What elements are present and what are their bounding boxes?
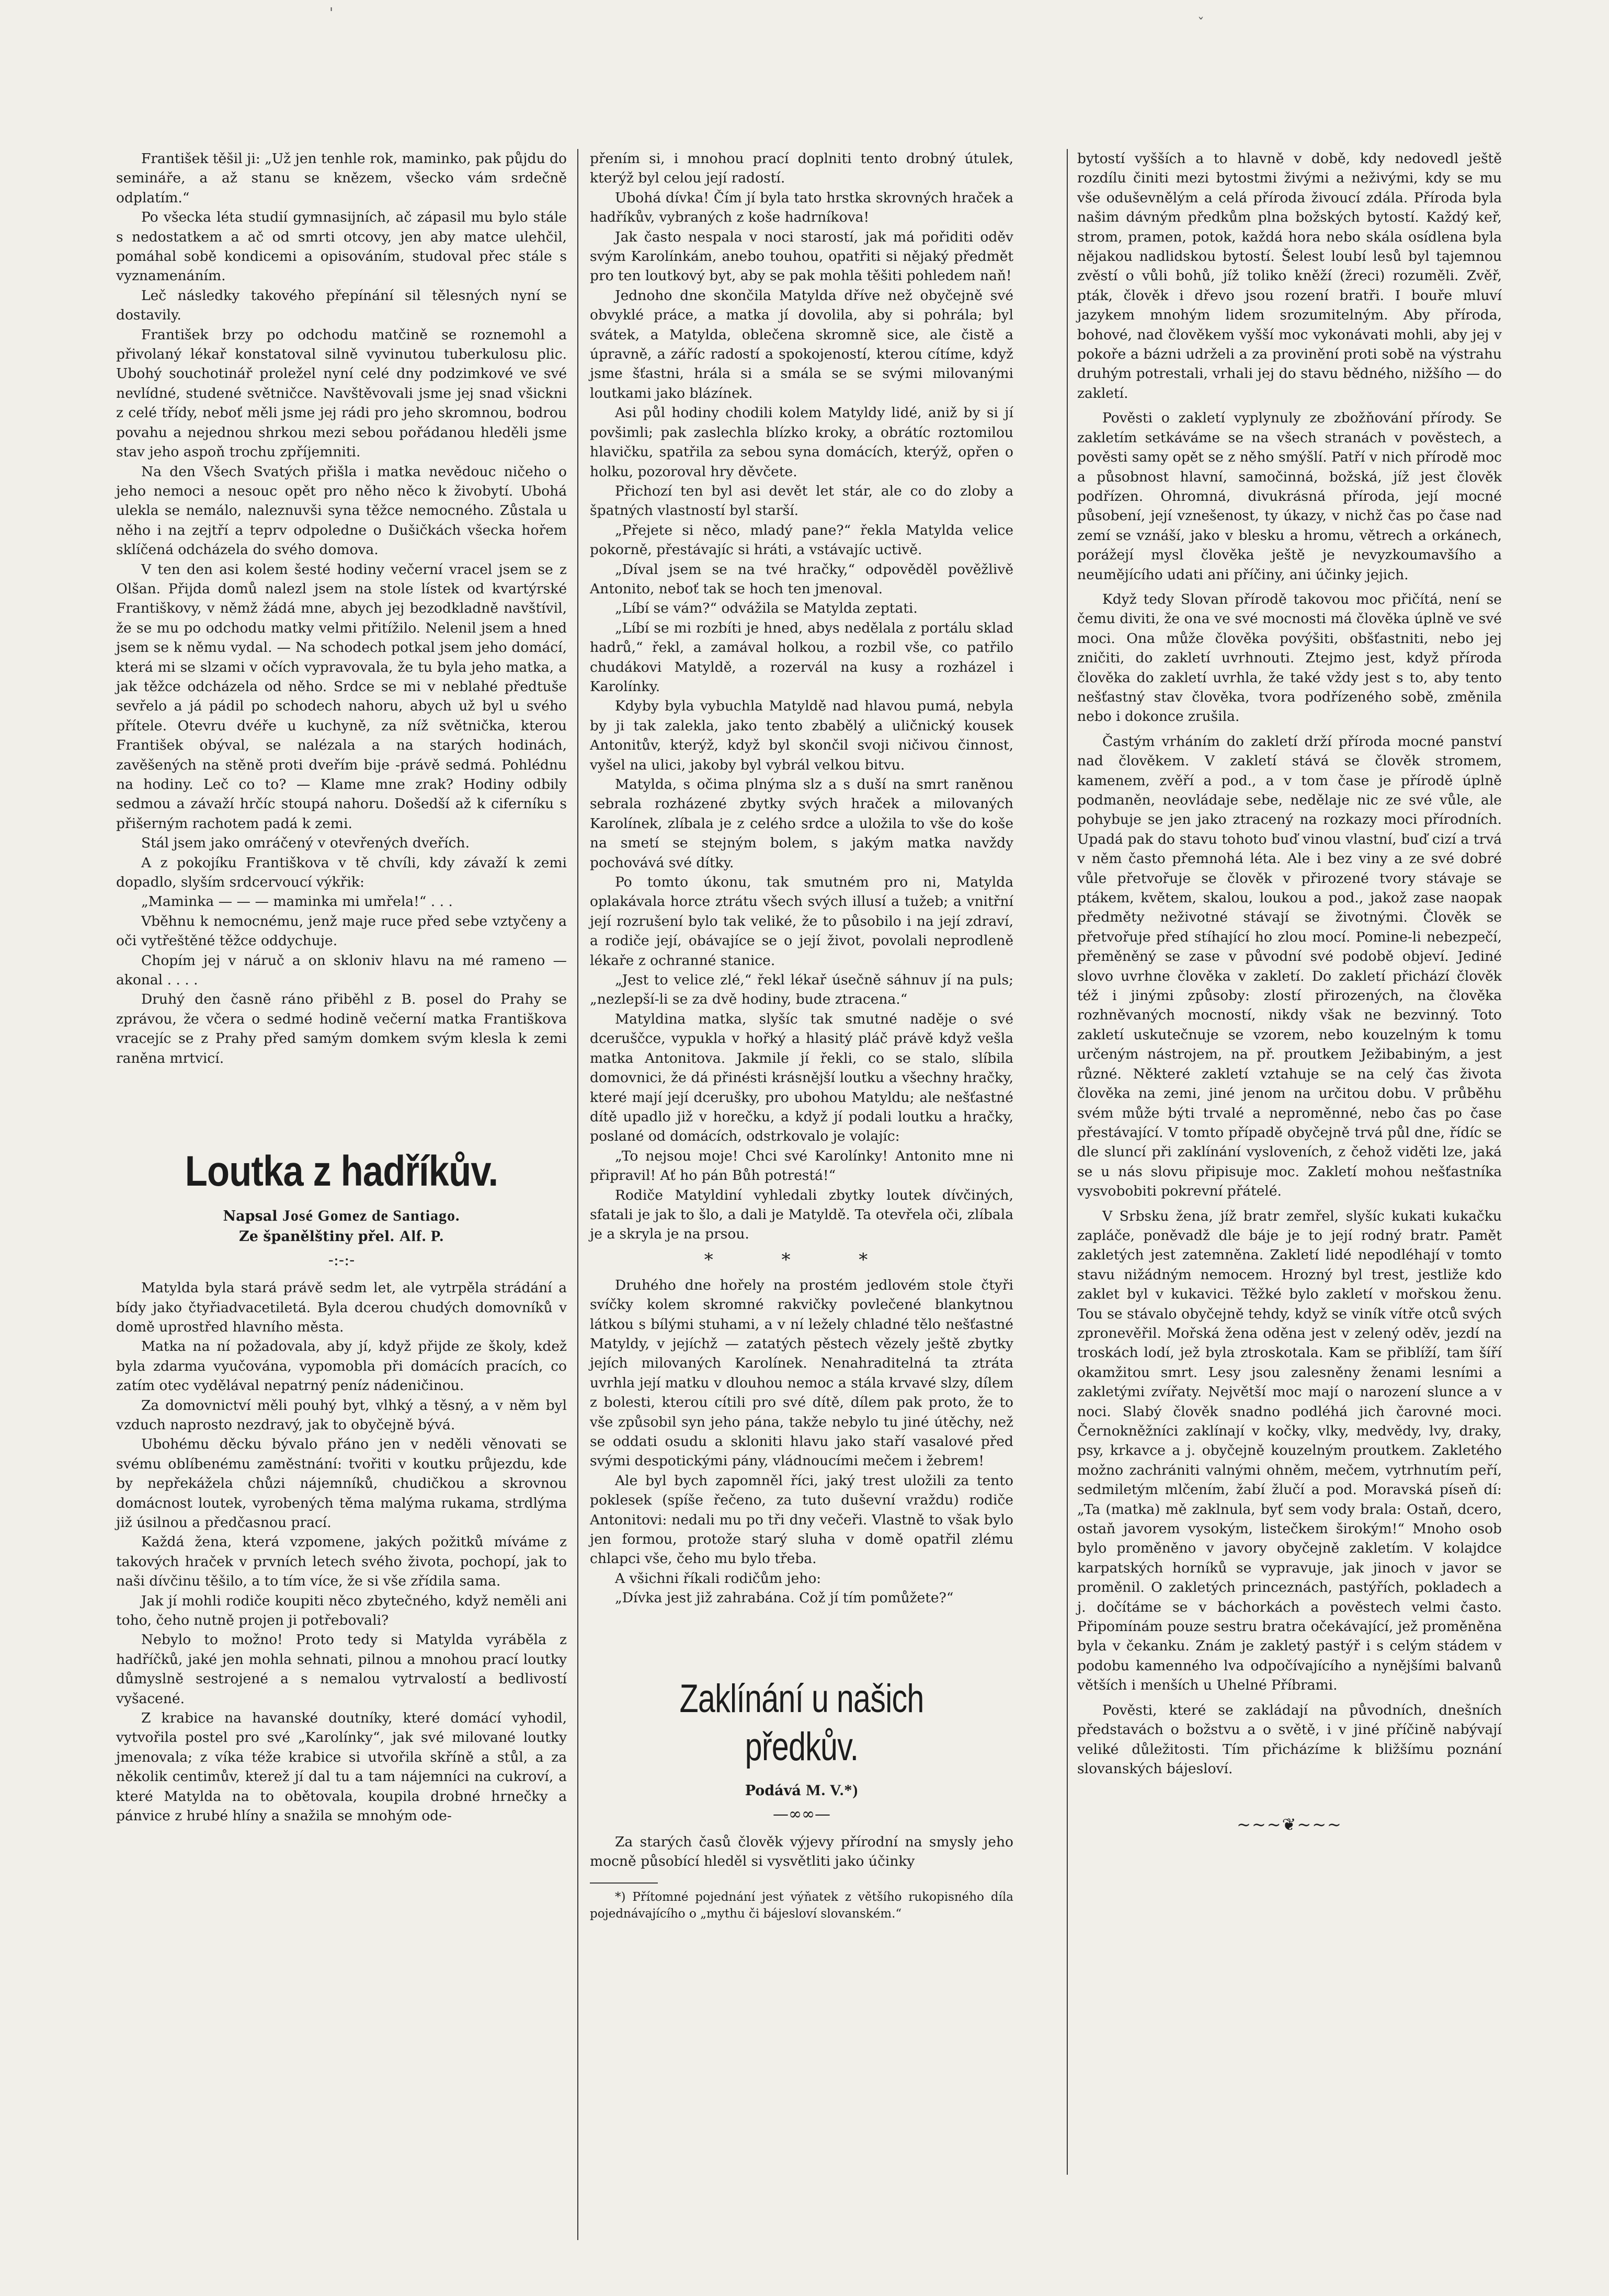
column-divider [577, 149, 578, 2240]
scan-mark: ' [329, 5, 334, 21]
paragraph: bytostí vyšších a to hlavně v době, kdy nedovedl ještě rozdílu činiti mezi bytostmi živými a neživými, kdy se mu vše oduševnělým a celá příroda živoucí zdála. Příroda byla našim dávným předkům plna božských bytostí. Každý keř, strom, pramen, potok, každá hora nebo skála osídlena byla nějakou nadlidskou bytostí. Šelest loubí lesů byl tajemnou zvěstí o vůli bohů, jíž toliko kněží (žreci) rozuměli. Zvěř, pták, člověk i dřevo jsou rození bratři. I bouře mluví jazykem mnohým lidem srozumitelným. Aby příroda, bohové, nad člověkem vyšší moc vykonávati mohli, aby jej v pokoře a bázni udrželi a za provinění proti sobě na výstrahu druhým potrestali, vrhali jej do stavu bědného, nižšího — do zakletí. [1077, 151, 1502, 401]
paragraph: Každá žena, která vzpomene, jakých požitků míváme z takových hraček v prvních letech svého života, pochopí, jak to naši dívčinu těšilo, a to tím více, že si vše zřídila sama. [116, 1534, 567, 1590]
byline-author: José Gomez de Santiago. [282, 1207, 460, 1225]
ornament-divider: -:-:- [328, 1251, 355, 1270]
paragraph: Kdyby byla vybuchla Matyldě nad hlavou pumá, nebyla by ji tak zalekla, jako tento zbabělý a uličnický kousek Antonitův, kterýž, když byl skončil svoji ničivou činnost, vyšel na ulici, jakoby byl vybrál velkou bitvu. [590, 698, 1013, 773]
paragraph: Matylda, s očima plnýma slz a s duší na smrt raněnou sebrala rozházené zbytky svých hraček a milovaných Karolínek, zlíbala je z celého srdce a uložila to vše do koše na smetí se stejným bolem, s jakým matka navždy pochovává své dítky. [590, 776, 1013, 871]
column-2 [590, 149, 1013, 1922]
paragraph: Leč následky takového přepínání sil tělesných nyní se dostavily. [116, 287, 567, 324]
story-title: Loutka z hadříkův. [185, 1147, 498, 1196]
paragraph: Matyldina matka, slyšíc tak smutné naděje o své dceruščce, vypukla v hořký a hlasitý pláč právě když vešla matka Antonitova. Jakmile jí řekli, co se stalo, slíbila domovnici, že dá přinésti krásnější loutku a všechny hračky, které mají její dcerušky, pro ubohou Matyldu; ale nešťastné dítě upadlo již v horečku, a když jí podali loutku a hračky, poslané od domácích, odstrkovalo je volajíc: [590, 1011, 1013, 1145]
paragraph: Pověsti o zakletí vyplynuly ze zbožňování přírody. Se zakletím setkáváme se na všech stranách v pověstech, a pověsti samy opět se z něho smýšlí. Patří v nich přírodě moc a působnost hlavní, samočinná, božská, jíž jest člověk podřízen. Ohromná, divukrásná příroda, její mocné působení, její vznešenost, ty úkazy, v nichž čas po čase nad zemí se vznáší, jako v blesku a hromu, větrech a orkánech, porážejí mysl člověka ještě je nevyzkoumavšího a neumějícího udati ani příčiny, ani účinky jejich. [1077, 410, 1502, 583]
paragraph: „To nejsou moje! Chci své Karolínky! Antonito mne ni připravil! Ať ho pán Bůh potrestá!“ [590, 1147, 1013, 1184]
paragraph: Po tomto úkonu, tak smutném pro ni, Matylda oplakávala horce ztrátu všech svých illusí a tužeb; a vnitřní její rozrušení bylo tak veliké, že to působilo i na její zdraví, a rodiče její, obávajíce se o její život, povolali neprodleně lékaře z ochranné stanice. [590, 874, 1013, 969]
scan-mark: ˇ [1197, 16, 1204, 31]
column-3 [1077, 149, 1502, 1835]
paragraph: Druhý den časně ráno přiběhl z B. posel do Prahy se zprávou, že včera o sedmé hodině večerní matka Františkova vracejíc se z Prahy před samým domkem svým klesla k zemi raněna mrtvicí. [116, 991, 567, 1066]
paragraph: A všichni říkali rodičům jeho: [615, 1570, 821, 1587]
paragraph: Jak často nespala v noci starostí, jak má pořiditi oděv svým Karolínkám, anebo touhou, opatřiti si nějaký předmět pro ten loutkový byt, aby se pak mohla těšiti pohledem naň! [590, 228, 1013, 284]
paragraph: Když tedy Slovan přírodě takovou moc přičítá, není se čemu diviti, že ona ve své mocnosti má člověka úplně ve své moci. Ona může člověka povýšiti, obšťastniti, nebo jej zničiti, do zakletí uvrhnouti. Ztejmo jest, když příroda člověka do zakletí uvrhla, že také vždy jest s to, aby tento nešťastný stav člověka, tvora podřízeného sobě, změnila nebo i dokonce zrušila. [1077, 591, 1502, 725]
paragraph: Pověsti, které se zakládají na původních, dnešních představách o božstvu a o světě, i v jiné příčině nabývají veliké důležitosti. Tím přicházíme k bližšímu poznání slovanských bájesloví. [1077, 1702, 1502, 1777]
paragraph: A z pokojíku Františkova v tě chvíli, kdy závaží k zemi dopadlo, slyším srdcervoucí výkřik: [116, 854, 567, 891]
byline-author: M. V.*) [806, 1781, 859, 1799]
paragraph: Po všecka léta studií gymnasijních, ač zápasil mu bylo stále s nedostatkem a ač od smrti otcovy, jen aby matce ulehčil, pomáhal sobě kondicemi a opisováním, studoval přec stále s vyznamenáním. [116, 209, 567, 284]
paragraph: V ten den asi kolem šesté hodiny večerní vracel jsem se z Olšan. Přijda domů nalezl jsem na stole lístek od kvartýrské Františkovy, v němž žádá mne, abych jej bezodkladně navštívil, že se mu po odchodu matky velmi přitížilo. Nelenil jsem a hned jsem se k němu vydal. — Na schodech potkal jsem jeho domácí, která mi se slzami v očích vypravovala, že tu byla jeho matka, a jak těžce odcházela od něho. Srdce se mi v neblahé předtuše sevřelo a já pádil po schodech nahoru, abych už byl u svého přítele. Otevru dvéře u kuchyně, za níž světnička, kterou František obýval, se nalézala a na starých hodinách, zavěšených na stěně proti dveřím bije -právě sedmá. Pohlédnu na hodiny. Leč co to? — Klame mne zrak? Hodiny odbily sedmou a závaží hrčíc stoupá nahoru. Došedší až k ciferníku s přišerným rachotem padá k zemi. [116, 561, 567, 832]
ornament-divider: —∞∞— [773, 1805, 830, 1823]
translator-name: Alf. P. [399, 1227, 444, 1245]
paragraph: „Díval jsem se na tvé hračky,“ odpověděl pověžlivě Antonito, neboť tak se hoch ten jmenoval. [590, 561, 1013, 597]
paragraph: Rodiče Matyldiní vyhledali zbytky loutek dívčiných, sfatali je jak to šlo, a dali je Matyldě. Ta otevřela oči, zlíbala je a skryla je na prsou. [590, 1187, 1013, 1243]
paragraph: „Maminka — — — maminka mi umřela!“ . . . [141, 893, 453, 910]
paragraph: Stál jsem jako omráčený v otevřených dveřích. [141, 835, 470, 852]
paragraph: Přichozí ten byl asi devět let stár, ale co do zloby a špatných vlastností byl starší. [590, 483, 1013, 519]
paragraph: Za starých časů člověk výjevy přírodní na smysly jeho mocně působící hleděl si vysvětliti jako účinky [590, 1833, 1013, 1870]
paragraph: Vběhnu k nemocnému, jenž maje ruce před sebe vztyčeny a oči vytřeštěné těžce oddychuje. [116, 913, 567, 949]
paragraph: František těšil ji: „Už jen tenhle rok, maminko, pak půjdu do semináře, a až stanu se knězem, všecko vám srdečně odplatím.“ [116, 151, 567, 206]
translator-prefix: Ze španělštiny přel. [239, 1229, 395, 1245]
section-break-stars: * * * [704, 1249, 899, 1270]
footnote-rule [590, 1882, 658, 1884]
paragraph: přením si, i mnohou prací doplniti tento drobný útulek, kterýž byl celou její radostí. [590, 151, 1013, 187]
story-translator-line [116, 1226, 567, 1247]
paragraph: V Srbsku žena, jíž bratr zemřel, slyšíc kukati kukačku zapláče, poněvadž dle báje je to její rodný bratr. Pamět zakletých jest zatemněna. Zakletí lidé nepodléhají v tomto stavu nižádným nemocem. Hrozný byl trest, jestliže kdo zaklet byl v kukavici. Těžké bylo zakletí v mořskou ženu. Tou se stávalo obyčejně tehdy, když se viník vítře otců svých zpronevěřil. Mořská žena oděna jest v zelený oděv, jezdí na troskách lodí, jež byla ztroskotala. Kam se přiblíží, tam šíří okamžitou smrt. Lesy jsou zalesněny ženami lesními a zakletými zvířaty. Největší moc mají o narození slunce a v noci. Slabý člověk snadno podléhá jich čarovné moci. Černokněžníci zaklínají v kočky, vlky, medvědy, lvy, draky, psy, krkavce a j. obyčejně kouzelným proutkem. Zakletého možno zachrániti valnými ohněm, mečem, vytrhnutím peří, sedmiletým mlčením, žabí žlučí a pod. Moravská píseň dí: „Ta (matka) mě zaklnula, byť sem vody brala: Ostaň, dcero, ostaň javorem vysokým, listečkem širokým!“ Mnoho osob bylo proměněno v javory obyčejně zakletím. V kolajdce karpatských horníků se vypravuje, jak jinoch v javor se proměnil. O zakletých princeznách, pastýřích, pokladech a j. dočítáme se v báchorkách a pověstech velmi často. Připomínám pouze sestru bratra očekávající, jež proměněna byla v čekanku. Znám je zakletý pastýř i s celým stádem v podobu kamenného lva odpočívajícího a nynějšími balvanů větších i menších u Uhelné Příbrami. [1077, 1208, 1502, 1694]
byline-prefix: Napsal [223, 1208, 278, 1225]
article-title: Zaklínání u našich předkův. [679, 1676, 924, 1769]
paragraph: Matka na ní požadovala, aby jí, když přijde ze školy, kdež byla zdarma vyučována, vypomobla při domácích pracích, co zatím otec vydělával nepatrný peníz nádeničinou. [116, 1338, 567, 1394]
end-ornament: ~~~❦~~~ [1237, 1815, 1342, 1835]
paragraph: „Dívka jest již zahrabána. Což jí tím pomůžete?“ [615, 1590, 954, 1606]
paragraph: „Líbí se mi rozbíti je hned, abys nedělala z portálu sklad hadrů,“ řekl, a zamával holkou, a rozbil vše, co patřilo chudákovi Matyldě, a rozervál na kusy a rozházel i Karolínky. [590, 619, 1013, 695]
paragraph: Jak jí mohli rodiče koupiti něco zbytečného, když neměli ani toho, čeho nutně projen ji potřebovali? [116, 1592, 567, 1628]
paragraph: Na den Všech Svatých přišla i matka nevědouc ničeho o jeho nemoci a nesouc opět pro něho něco k živobytí. Ubohá ulekla se nemálo, naleznuvši syna těžce nemocného. Zůstala u něho i na zejtří a teprv odpoledne o Dušičkách všecka hořem sklíčená odcházela do svého domova. [116, 463, 567, 558]
paragraph: „Přejete si něco, mladý pane?“ řekla Matylda velice pokorně, přestávajíc si hráti, a vstávajíc uctivě. [590, 522, 1013, 558]
paragraph: Ubohá dívka! Čím jí byla tato hrstka skrovných hraček a hadříkův, vybraných z koše hadrníkova! [590, 189, 1013, 226]
paragraph: Z krabice na havanské doutníky, které domácí vyhodil, vytvořila postel pro své „Karolínky“, jak své milované loutky jmenovala; z víka téže krabice si utvořila skříně a stůl, a za několik centimův, kterež jí dal tu a tam nájemníci na cukroví, a které Matylda na to obětovala, koupila drobné hrnečky a pánvice z hrubé hlíny a snažila se mnohým ode- [116, 1710, 567, 1824]
paragraph: „Líbí se vám?“ odvážila se Matylda zeptati. [615, 600, 918, 617]
byline-prefix: Podává [745, 1782, 801, 1799]
column-divider [1067, 149, 1068, 2175]
paragraph: Za domovnictví měli pouhý byt, vlhký a těsný, a v něm byl vzduch naprosto nezdravý, jak to obyčejně bývá. [116, 1397, 567, 1433]
story-byline [116, 1206, 567, 1226]
article-byline [590, 1781, 1013, 1801]
paragraph: Asi půl hodiny chodili kolem Matyldy lidé, aniž by si jí povšimli; pak zaslechla blízko kroky, a obrátíc roztomilou hlavičku, spatřila za sebou syna domácích, kterýž, opřen o holku, pozoroval hry děvčete. [590, 405, 1013, 480]
paragraph: „Jest to velice zlé,“ řekl lékař úsečně sáhnuv jí na puls; „nezlepší-li se za dvě hodiny, bude ztracena.“ [590, 972, 1013, 1008]
paragraph: Matylda byla stará právě sedm let, ale vytrpěla strádání a bídy jako čtyřiadvacetiletá. Byla dcerou chudých domovníků v domě uprostřed hlavního města. [116, 1280, 567, 1335]
paragraph: Ubohému děcku bývalo přáno jen v neděli věnovati se svému oblíbenému zaměstnání: tvořiti v koutku průjezdu, kde by nepřekážela chůzi nájemníků, chudičkou a skrovnou domácnost loutek, vyrobených těma malýma rukama, strdlýma již úsilnou a předčasnou prací. [116, 1436, 567, 1531]
footnote: *) Přítomné pojednání jest výňatek z většího rukopisného díla pojednávajícího o „mythu či bájesloví slovanském.“ [590, 1890, 1013, 1921]
paragraph: Chopím jej v náruč a on skloniv hlavu na mé rameno — akonal . . . . [116, 952, 567, 989]
paragraph: Druhého dne hořely na prostém jedlovém stole čtyři svíčky kolem skromné rakvičky povlečené blankytnou látkou s bílými stuhami, a v ní ležely chladné tělo nešťastné Matyldy, v jejíchž — zatatých pěstech vězely ještě zbytky jejích milovaných Karolínek. Nenahraditelná ta ztráta uvrhla její matku v dlouhou nemoc a stála krvavé slzy, dílem z bolesti, kterou cítili pro své dítě, dílem pak proto, že to vše způsobil syn jeho pána, takže nebylo tu jiné útěchy, než se oddati osudu a skloniti hlavu jako staří vasalové před svými despotickými pány, vládnoucími mečem i žebrem! [590, 1277, 1013, 1470]
paragraph: Jednoho dne skončila Matylda dříve než obyčejně své obvyklé práce, a matka jí dovolila, aby si pohrála; byl svátek, a Matylda, oblečena skromně sice, ale čistě a úpravně, a záříc radostí a spokojeností, kterou cítíme, když jsme šťastni, hrála si a smála se se svými milovanými loutkami jako blázínek. [590, 287, 1013, 401]
paragraph: Ale byl bych zapomněl říci, jaký trest uložili za tento poklesek (spíše řečeno, za tuto duševní vraždu) rodiče Antonitovi: nedali mu po tři dny večeři. Vlastně to však bylo jen formou, protože starý sluha v domě opatřil zlému chlapci vše, čeho mu bylo třeba. [590, 1472, 1013, 1567]
paragraph: Nebylo to možno! Proto tedy si Matylda vyráběla z hadříčků, jaké jen mohla sehnati, pilnou a mnohou prací loutky důmyslně sestrojené a s nemalou vytrvalostí a bedlivostí vyšacené. [116, 1632, 567, 1707]
paragraph: Častým vrháním do zakletí drží příroda mocné panství nad člověkem. V zakletí stává se člověk stromem, kamenem, zvěří a pod., a v tom čase je přírodě úplně podmaněn, neovládaje sebe, nedělaje nic ze své vůle, ale pohybuje se jen jako ztracený na rozkazy moci přírodních. Upadá pak do stavu tohoto buď vinou vlastní, buď cizí a trvá v něm často přemnohá léta. Ale i bez viny a ze své dobré vůle přetvořuje se člověk v přirozené tvory stávaje se ptákem, květem, skalou, loukou a pod., jakož zase naopak předměty neživotné stávají se životnými. Člověk se přetvořuje před stíhající ho zlou mocí. Pomine-li nebezpečí, přeměněný se zase v původní své podobě objeví. Jediné slovo uvrhne člověka v zakletí. Do zakletí přichází člověk též i jinými způsoby: zlostí přirozených, na člověka rozhněvaných mocností, nikdy však ne bezvinný. Toto zakletí uskutečnuje se vzorem, nebo kouzelným k tomu určeným nástrojem, na př. proutkem Ježibabiným, a jest různé. Některé zakletí vztahuje se na celý čas života člověka na zemi, jiné jenom na určitou dobu. V průběhu svém může býti trvalé a neproměnné, nebo čas po čase přestávající. V tomto případě obyčejně trvá půl dne, řídíc se dle sluncí při zaklínání vysloveních, z čehož viděti lze, jaká se u nás slovu připisuje moc. Zakletí mohou nešťastníka vysvobobiti pokrevní přátelé. [1077, 733, 1502, 1200]
paragraph: František brzy po odchodu matčině se roznemohl a přivolaný lékař konstatoval silně vyvinutou tuberkulosu plic. Ubohý souchotinář proležel nyní celé dny podzimkové ve své nevlídné, studené světničce. Navštěvovali jsme jej snad všickni z celé třídy, neboť měli jsme jej rádi pro jeho skromnou, bodrou povahu a nejednou shrkou mezi sebou pořádanou hleděli jsme stav jeho aspoň trochu zpříjemniti. [116, 326, 567, 461]
column-1 [116, 149, 567, 1826]
